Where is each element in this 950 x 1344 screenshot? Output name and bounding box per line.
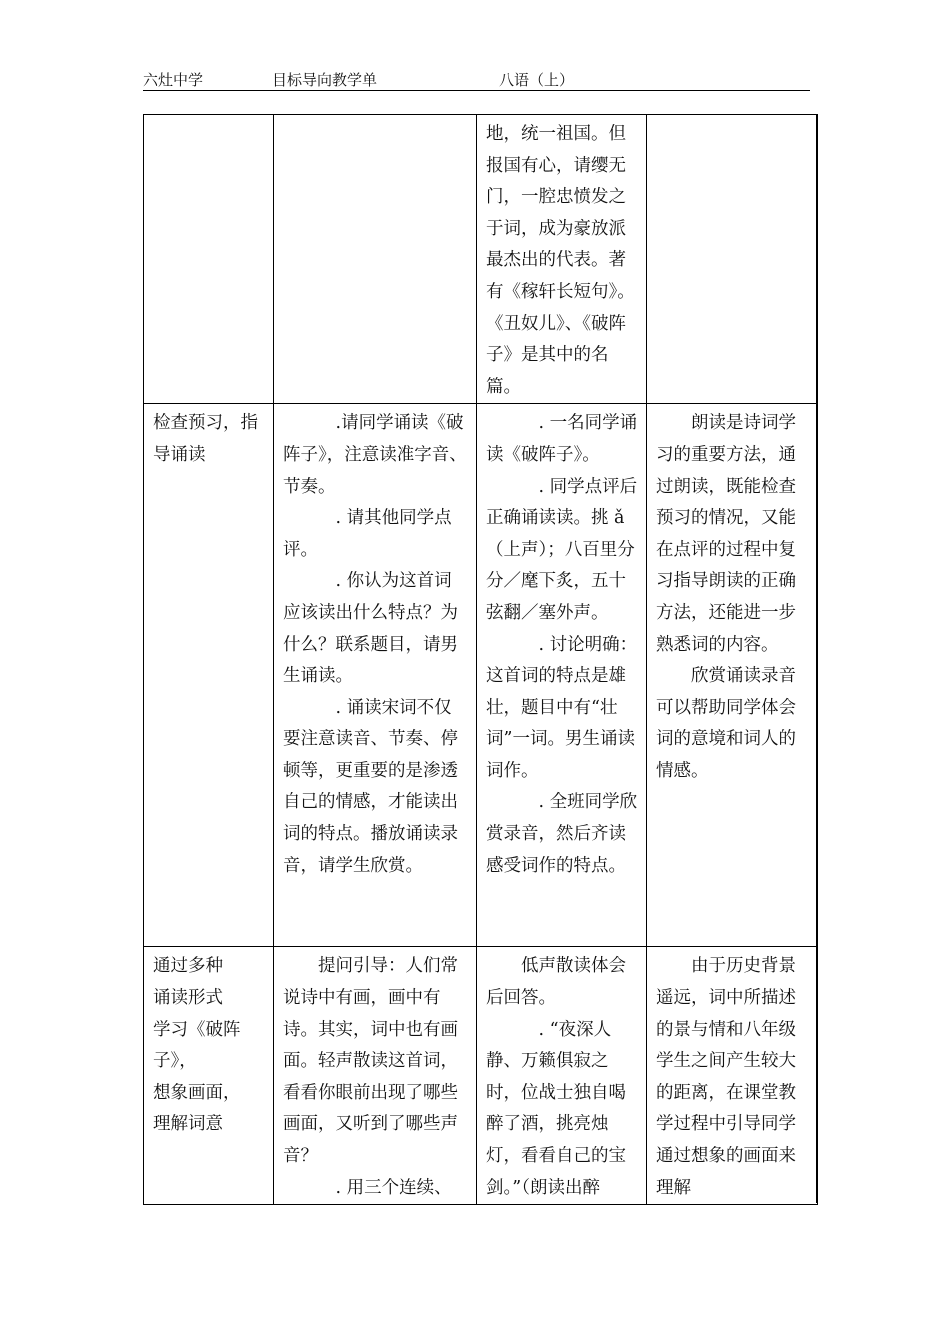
student-step-2: . 同学点评后正确诵读读。挑 ǎ （上声）；八百里分分／麾下炙，五十弦翻／塞外声。 (486, 476, 638, 623)
table-row (144, 947, 818, 1205)
student-activity-cell (477, 404, 647, 947)
table-row (144, 404, 818, 947)
stage-line-1: 通过多种 (153, 956, 223, 977)
stage-cell (144, 115, 274, 404)
lesson-plan-table (143, 114, 818, 1205)
stage-line-2: 诵读形式 (153, 987, 223, 1008)
teacher-step-2: . 用三个连续、 (335, 1177, 452, 1198)
design-intent-cell (647, 947, 818, 1205)
student-step-2: . “夜深人静、万籁俱寂之时，位战士独自喝醉了酒，挑亮烛灯，看看自己的宝剑。”（朗读出醉 (486, 1019, 626, 1198)
design-intent-para-1: 朗读是诗词学习的重要方法，通过朗读，既能检查预习的情况，又能在点评的过程中复习指导朗读的正确方法，还能进一步熟悉词的内容。 (656, 413, 796, 655)
teacher-activity-cell (274, 947, 477, 1205)
teacher-step-3: . 你认为这首词应该读出什么特点？为什么？联系题目，请男生诵读。 (283, 571, 458, 687)
design-intent-para-1: 由于历史背景遥远，词中所描述的景与情和八年级学生之间产生较大的距离，在课堂教学过程中引导同学通过想象的画面来理解 (656, 956, 796, 1198)
student-step-3: . 讨论明确：这首词的特点是雄壮，题目中有“壮词”一词。男生诵读词作。 (486, 634, 638, 781)
stage-text: 检查预习，指导诵读 (153, 413, 258, 465)
teacher-step-2: . 请其他同学点评。 (283, 508, 452, 560)
design-intent-para-2: 欣赏诵读录音可以帮助同学体会词的意境和词人的情感。 (656, 666, 796, 781)
teacher-step-4: . 诵读宋词不仅要注意读音、节奏、停顿等，更重要的是渗透自己的情感，才能读出词的特点。播放诵读录音，请学生欣赏。 (283, 697, 458, 876)
student-step-1: . 一名同学诵读《破阵子》。 (486, 413, 638, 465)
teacher-step-1: .请同学诵读《破阵子》，注意读准字音、节奏。 (283, 413, 467, 497)
stage-cell (144, 947, 274, 1205)
stage-line-5: 理解词意 (153, 1114, 223, 1135)
teacher-activity-cell (274, 115, 477, 404)
stage-cell (144, 404, 274, 947)
table-right-border (816, 114, 817, 1203)
page-header (143, 66, 810, 91)
subject-label: 八语（上） (499, 71, 575, 89)
stage-line-3: 学习《破阵子》， (153, 1019, 241, 1072)
design-intent-cell (647, 115, 818, 404)
school-name: 六灶中学 (143, 71, 204, 89)
student-activity-text: 地，统一祖国。但报国有心，请缨无门，一腔忠愤发之于词，成为豪放派最杰出的代表。著有《稼轩长短句》。《丑奴儿》、《破阵子》是其中的名篇。 (486, 124, 635, 397)
document-title: 目标导向教学单 (272, 71, 378, 89)
student-activity-cell (477, 947, 647, 1205)
stage-line-4: 想象画面， (153, 1082, 241, 1103)
teacher-activity-cell (274, 404, 477, 947)
student-step-1: 低声散读体会后回答。 (486, 956, 626, 1008)
teacher-step-1: 提问引导：人们常说诗中有画，画中有诗。其实，词中也有画面。轻声散读这首词，看看你眼前出现了哪些画面，又听到了哪些声音？ (283, 956, 458, 1166)
student-activity-cell (477, 115, 647, 404)
design-intent-cell (647, 404, 818, 947)
student-step-4: . 全班同学欣赏录音，然后齐读感受词作的特点。 (486, 792, 638, 876)
table-row (144, 115, 818, 404)
